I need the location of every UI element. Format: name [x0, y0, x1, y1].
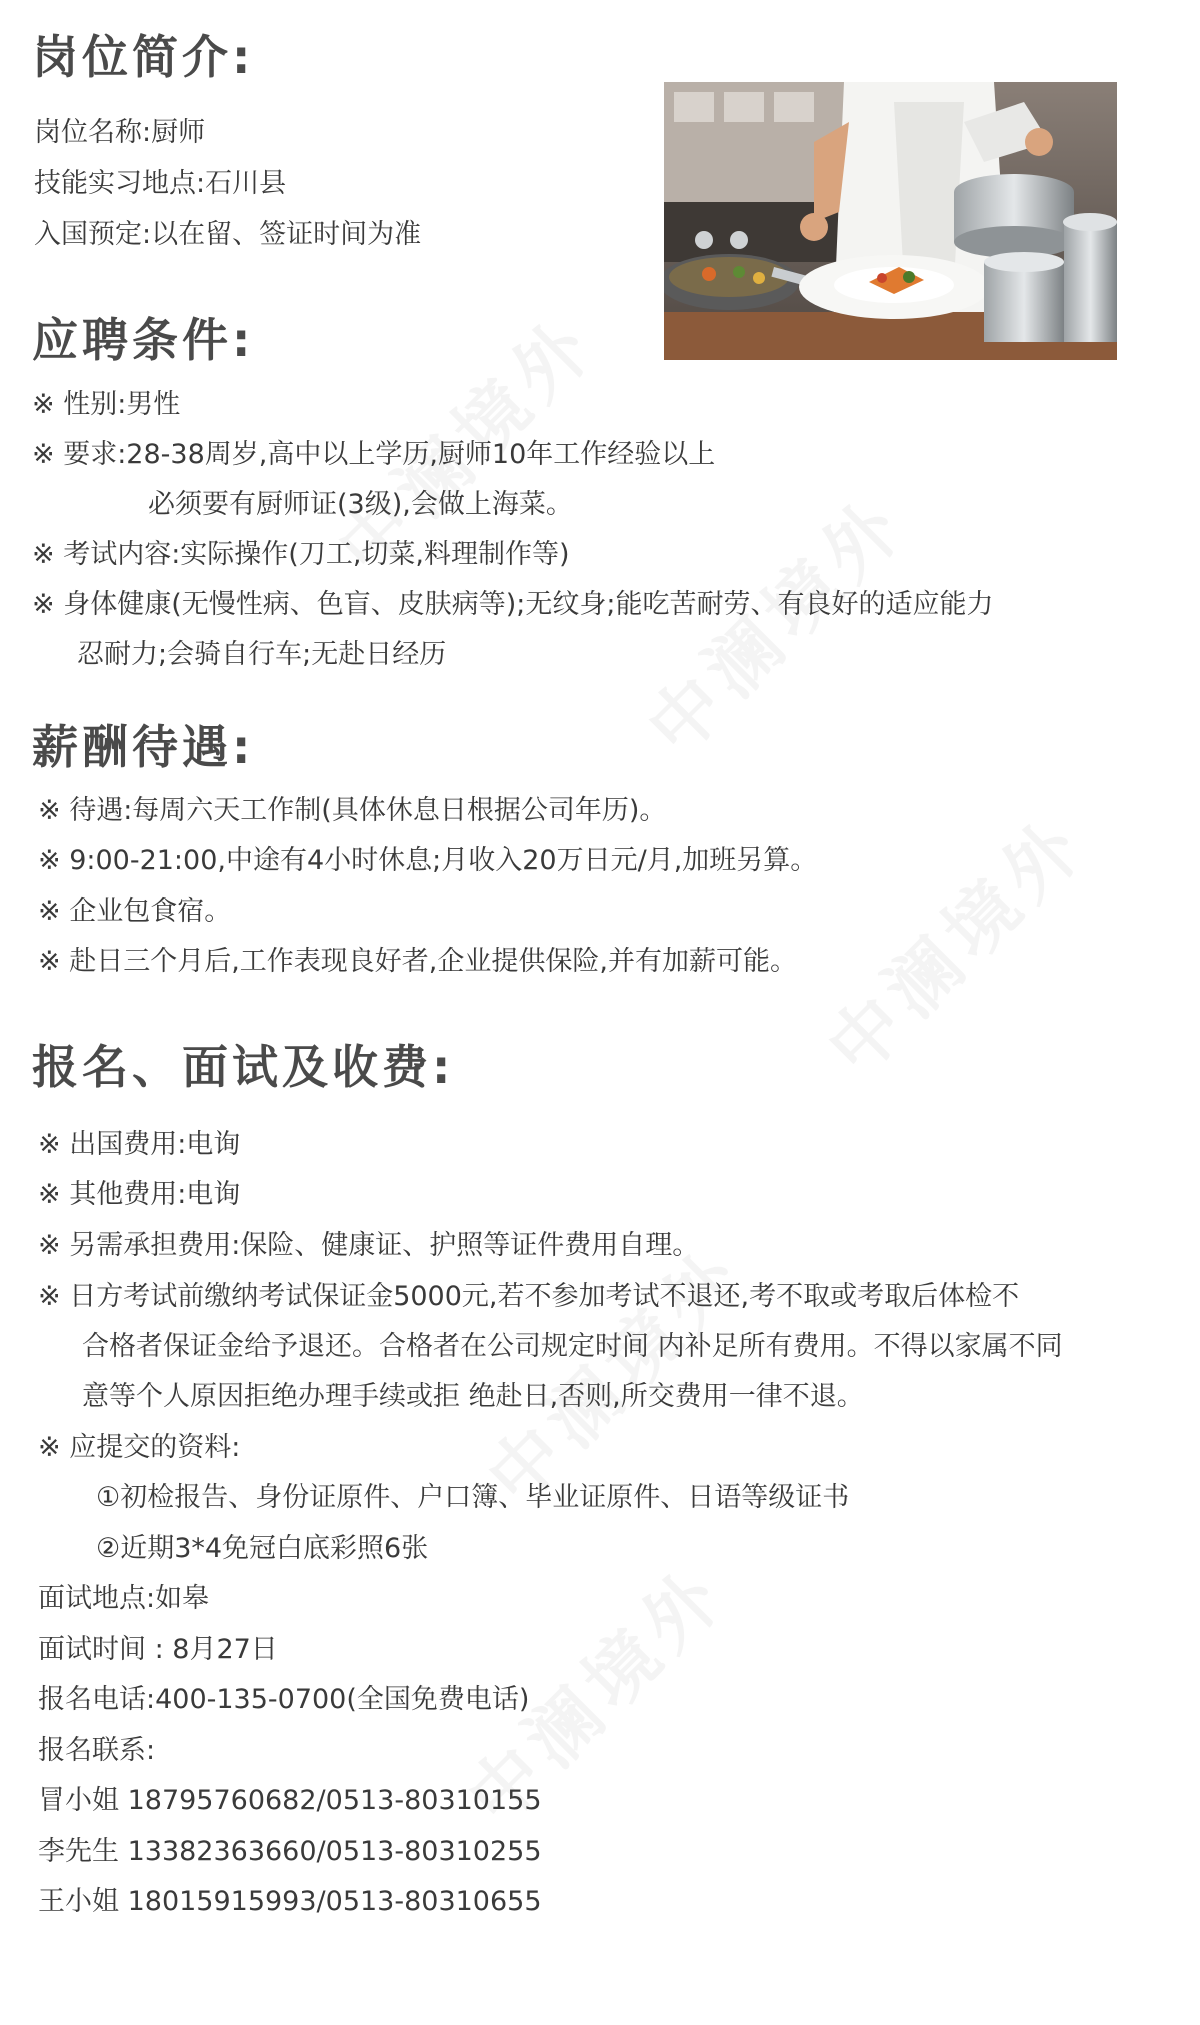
section-title-salary: 薪酬待遇: — [32, 720, 255, 774]
requirement-health: ※ 身体健康(无慢性病、色盲、皮肤病等);无纹身;能吃苦耐劳、有良好的适应能力 — [32, 589, 994, 620]
requirement-gender: ※ 性别:男性 — [32, 389, 181, 420]
section-title-intro: 岗位简介: — [32, 30, 255, 84]
fee-extra: ※ 另需承担费用:保险、健康证、护照等证件费用自理。 — [38, 1230, 700, 1261]
section-title-signup: 报名、面试及收费: — [32, 1040, 455, 1094]
salary-housing: ※ 企业包食宿。 — [38, 896, 232, 927]
watermark — [800, 788, 1105, 1093]
deposit-line-2: 合格者保证金给予退还。合格者在公司规定时间 内补足所有费用。不得以家属不同 — [82, 1331, 1063, 1362]
fee-abroad: ※ 出国费用:电询 — [38, 1129, 241, 1160]
chef-photo — [664, 82, 1117, 360]
interview-time: 面试时间 : 8月27日 — [38, 1634, 278, 1665]
interview-place: 面试地点:如皋 — [38, 1583, 210, 1614]
docs-item-1: ①初检报告、身份证原件、户口簿、毕业证原件、日语等级证书 — [96, 1482, 850, 1513]
internship-location: 技能实习地点:石川县 — [34, 168, 287, 199]
section-title-requirements: 应聘条件: — [32, 313, 255, 367]
salary-after: ※ 赴日三个月后,工作表现良好者,企业提供保险,并有加薪可能。 — [38, 946, 797, 977]
position-name: 岗位名称:厨师 — [34, 117, 206, 148]
salary-hours: ※ 9:00-21:00,中途有4小时休息;月收入20万日元/月,加班另算。 — [38, 845, 818, 876]
contact-item: 冒小姐 18795760682/0513-80310155 — [38, 1785, 542, 1816]
watermark — [460, 1218, 765, 1523]
requirement-health-cont: 忍耐力;会骑自行车;无赴日经历 — [77, 639, 447, 670]
deposit-line-3: 意等个人原因拒绝办理手续或拒 绝赴日,否则,所交费用一律不退。 — [82, 1381, 864, 1412]
contact-item: 王小姐 18015915993/0513-80310655 — [38, 1886, 542, 1917]
requirement-details-cont: 必须要有厨师证(3级),会做上海菜。 — [148, 489, 573, 520]
entry-schedule: 入国预定:以在留、签证时间为准 — [34, 219, 422, 250]
contact-item: 李先生 13382363660/0513-80310255 — [38, 1836, 542, 1867]
fee-other: ※ 其他费用:电询 — [38, 1179, 241, 1210]
deposit-line-1: ※ 日方考试前缴纳考试保证金5000元,若不参加考试不退还,考不取或考取后体检不 — [38, 1281, 1020, 1312]
requirement-details: ※ 要求:28-38周岁,高中以上学历,厨师10年工作经验以上 — [32, 439, 716, 470]
docs-title: ※ 应提交的资料: — [38, 1432, 241, 1463]
salary-treatment: ※ 待遇:每周六天工作制(具体休息日根据公司年历)。 — [38, 795, 667, 826]
contact-title: 报名联系: — [38, 1735, 156, 1766]
watermark — [620, 468, 925, 773]
docs-item-2: ②近期3*4免冠白底彩照6张 — [96, 1533, 429, 1564]
requirement-exam: ※ 考试内容:实际操作(刀工,切菜,料理制作等) — [32, 539, 570, 570]
signup-phone: 报名电话:400-135-0700(全国免费电话) — [38, 1684, 530, 1715]
